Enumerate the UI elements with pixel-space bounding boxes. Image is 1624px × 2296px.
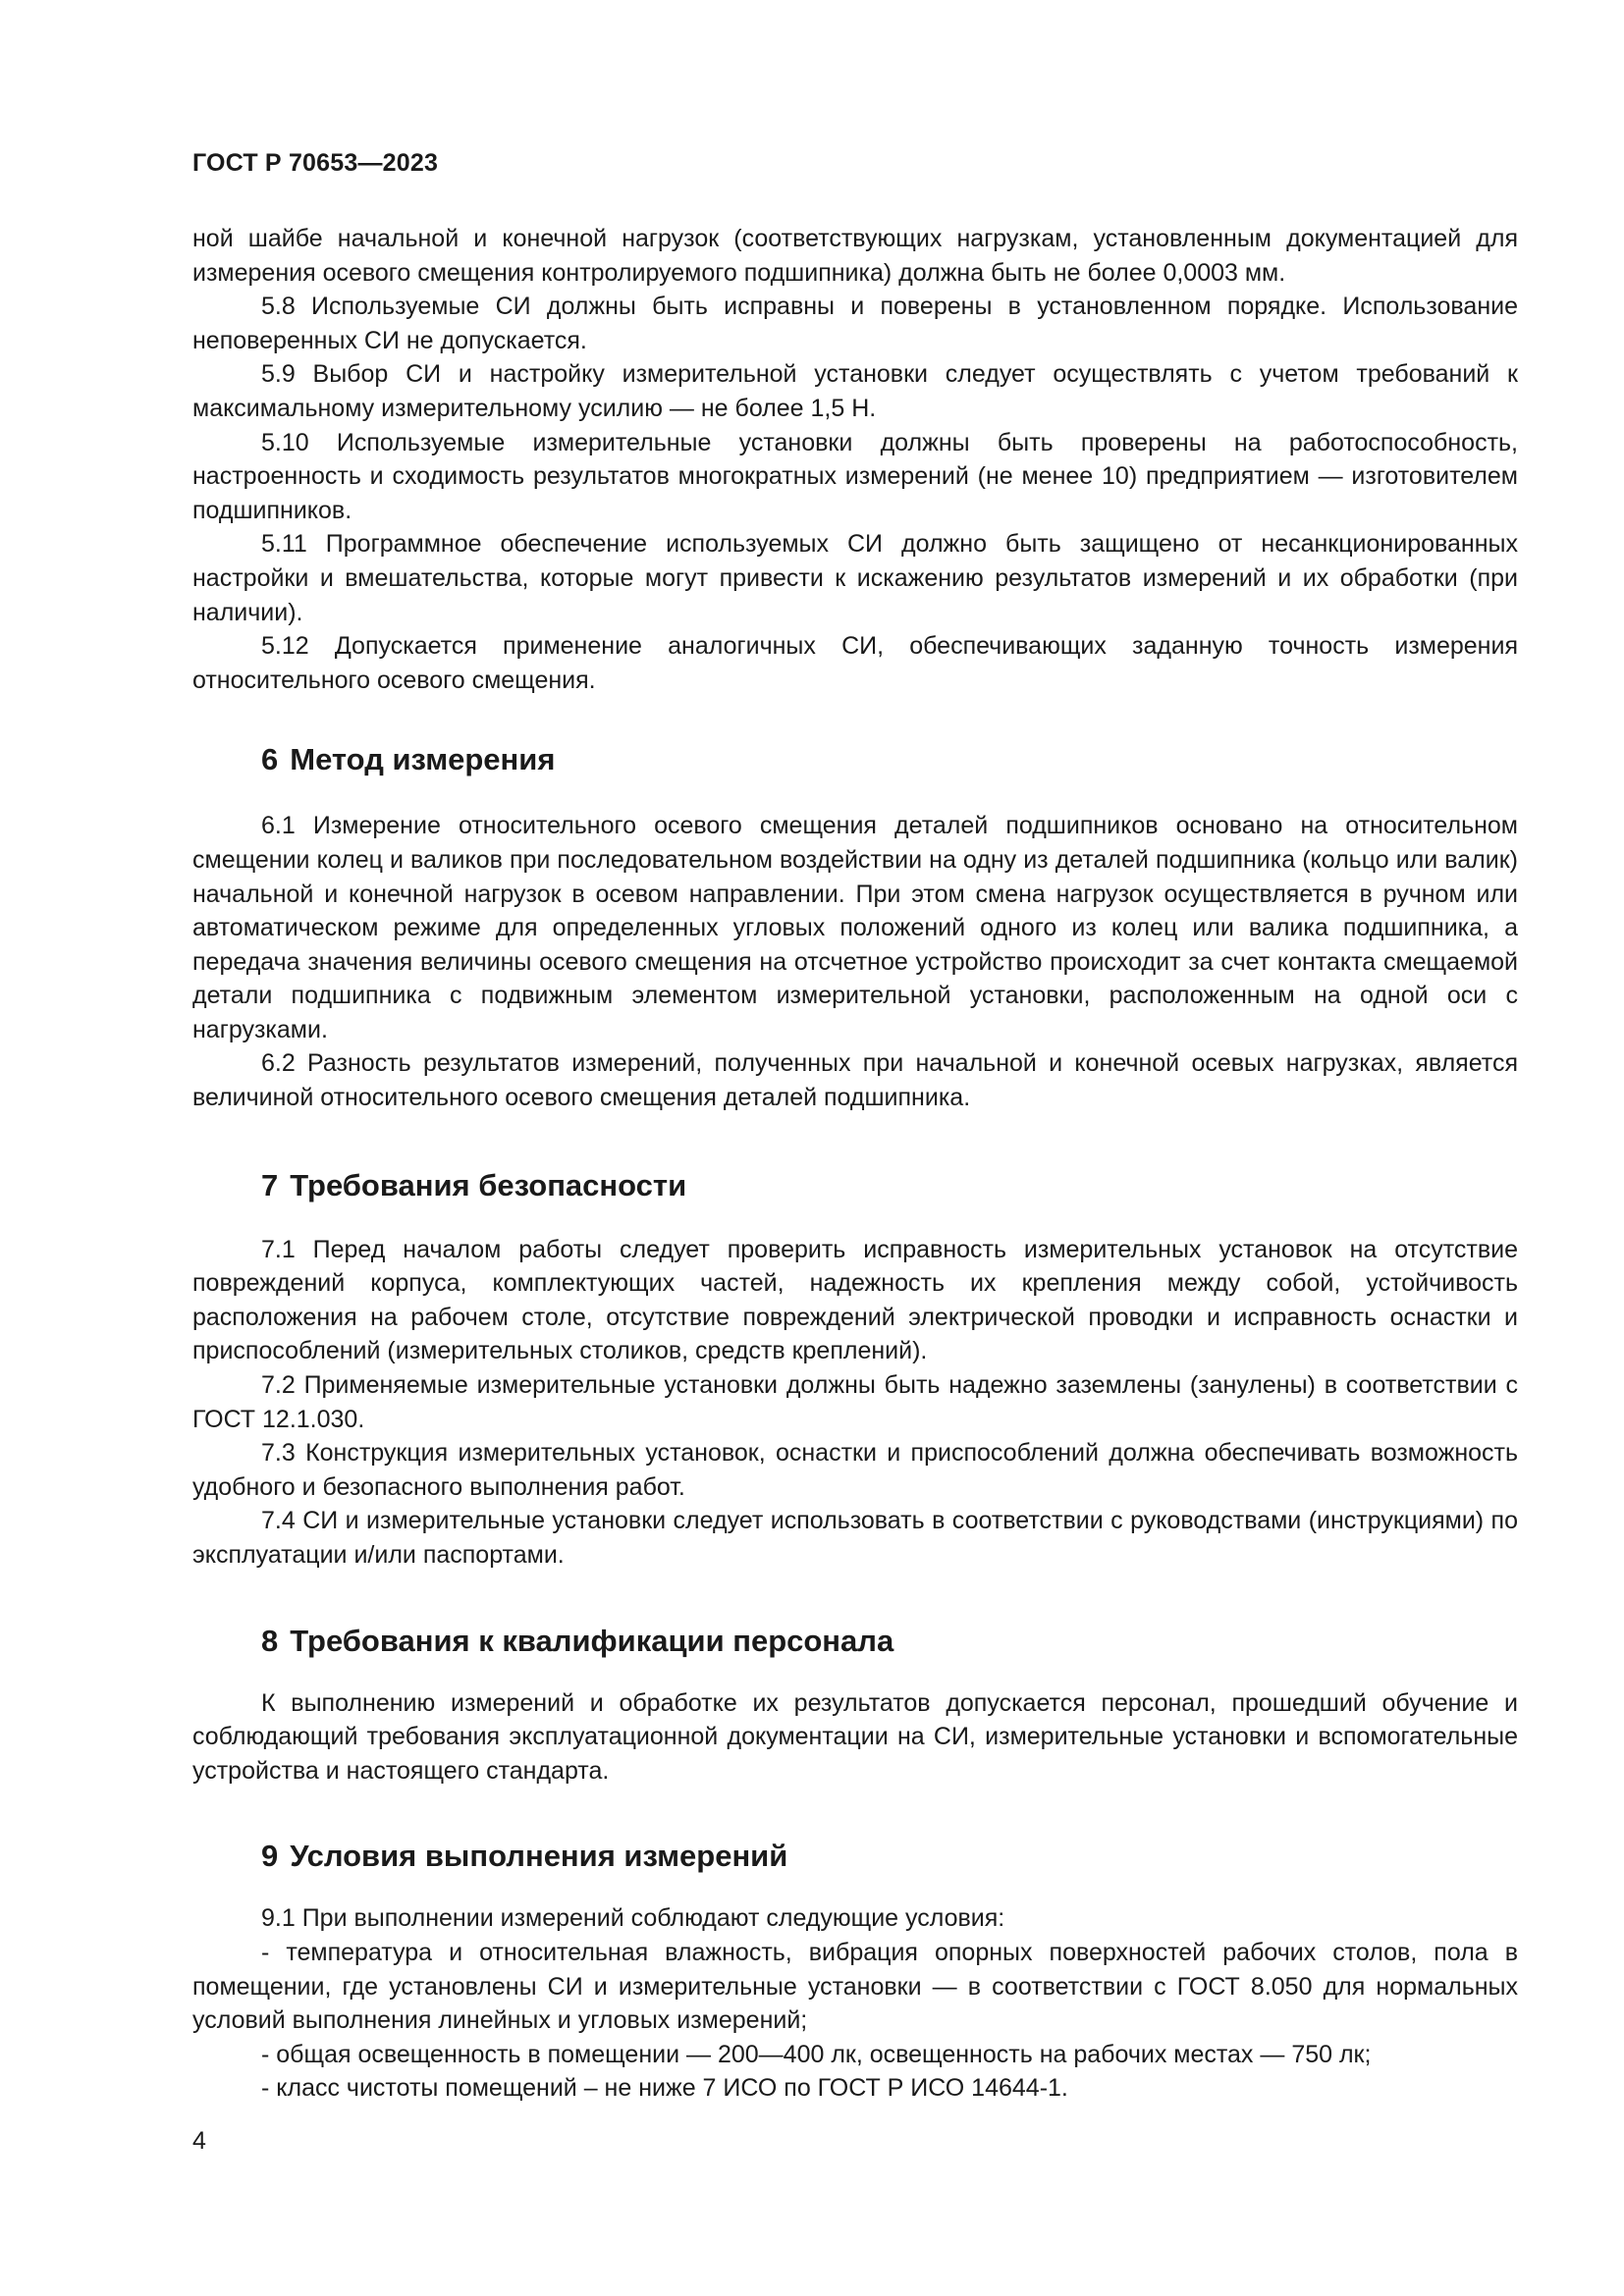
paragraph-7-3: 7.3 Конструкция измерительных установок, оснастки и приспособлений должна обеспечивать возможность удобного и безопасного выполнения работ. <box>192 1439 1518 1501</box>
paragraph-6-1: 6.1 Измерение относительного осевого смещения деталей подшипников основано на относительном смещении колец и валиков при последовательном воздействии на одну из деталей подшипника (кольцо или валик) начальной и конечной нагрузок в осевом направлении. При этом смена нагрузок осуществляется в ручном или автоматическом режиме для определенных угловых положений одного из колец или валика подшипника, а передача значения величины осевого смещения на отсчетное устройство происходит за счет контакта смещаемой детали подшипника с подвижным элементом измерительной установки, расположенным на одной оси с нагрузками. <box>192 812 1518 1043</box>
section-7-number: 7 <box>261 1167 279 1202</box>
section-6-number: 6 <box>261 742 279 777</box>
paragraph-9-1: 9.1 При выполнении измерений соблюдают следующие условия: <box>261 1904 1005 1933</box>
document-header: ГОСТ Р 70653—2023 <box>192 149 439 177</box>
continuation-paragraph: ной шайбе начальной и конечной нагрузок (соответствующих нагрузкам, установленным документацией для измерения осевого смещения контролируемого подшипника) должна быть не более 0,0003 мм. <box>192 225 1518 287</box>
list-item: - класс чистоты помещений – не ниже 7 ИСО по ГОСТ Р ИСО 14644-1. <box>261 2074 1068 2103</box>
paragraph-5-9: 5.9 Выбор СИ и настройку измерительной установки следует осуществлять с учетом требований к максимальному измерительному усилию — не более 1,5 Н. <box>192 360 1518 422</box>
paragraph-5-12: 5.12 Допускается применение аналогичных СИ, обеспечивающих заданную точность измерения относительного осевого смещения. <box>192 632 1518 694</box>
section-7-title: Требования безопасности <box>290 1167 687 1202</box>
paragraph-7-2: 7.2 Применяемые измерительные установки должны быть надежно заземлены (занулены) в соответствии с ГОСТ 12.1.030. <box>192 1371 1518 1433</box>
paragraph-6-2: 6.2 Разность результатов измерений, полученных при начальной и конечной осевых нагрузках, является величиной относительного осевого смещения деталей подшипника. <box>192 1049 1518 1112</box>
section-9-title: Условия выполнения измерений <box>290 1839 788 1874</box>
list-item: - температура и относительная влажность, вибрация опорных поверхностей рабочих столов, пола в помещении, где установлены СИ и измерительные установки — в соответствии с ГОСТ 8.050 для нормальных условий выполнения линейных и угловых измерений; <box>192 1938 1518 2035</box>
section-9-number: 9 <box>261 1839 279 1874</box>
list-item: - общая освещенность в помещении — 200—400 лк, освещенность на рабочих местах — 750 лк; <box>261 2040 1372 2068</box>
page-number: 4 <box>192 2127 206 2155</box>
paragraph-7-1: 7.1 Перед началом работы следует проверить исправность измерительных установок на отсутствие повреждений корпуса, комплектующих частей, надежность их крепления между собой, устойчивость расположения на рабочем столе, отсутствие повреждений электрической проводки и исправность оснастки и приспособлений (измерительных столиков, средств креплений). <box>192 1235 1518 1365</box>
section-9-heading <box>192 1837 1518 1876</box>
section-6-heading <box>192 740 1518 779</box>
section-6-title: Метод измерения <box>290 742 556 777</box>
paragraph-7-4: 7.4 СИ и измерительные установки следует использовать в соответствии с руководствами (инструкциями) по эксплуатации и/или паспортами. <box>192 1507 1518 1569</box>
section-8-heading <box>192 1622 1518 1661</box>
paragraph-8: К выполнению измерений и обработке их результатов допускается персонал, прошедший обучение и соблюдающий требования эксплуатационной документации на СИ, измерительные установки и вспомогательные устройства и настоящего стандарта. <box>192 1688 1518 1785</box>
paragraph-5-10: 5.10 Используемые измерительные установки должны быть проверены на работоспособность, настроенность и сходимость результатов многократных измерений (не менее 10) предприятием — изготовителем подшипников. <box>192 428 1518 524</box>
paragraph-5-8: 5.8 Используемые СИ должны быть исправны и поверены в установленном порядке. Использование неповеренных СИ не допускается. <box>192 293 1518 354</box>
section-7-heading <box>192 1166 1518 1205</box>
paragraph-5-11: 5.11 Программное обеспечение используемых СИ должно быть защищено от несанкционированных настройки и вмешательства, которые могут привести к искажению результатов измерений и их обработки (при наличии). <box>192 530 1518 626</box>
section-8-number: 8 <box>261 1623 279 1658</box>
document-body <box>192 222 1518 2106</box>
section-8-title: Требования к квалификации персонала <box>290 1623 894 1658</box>
